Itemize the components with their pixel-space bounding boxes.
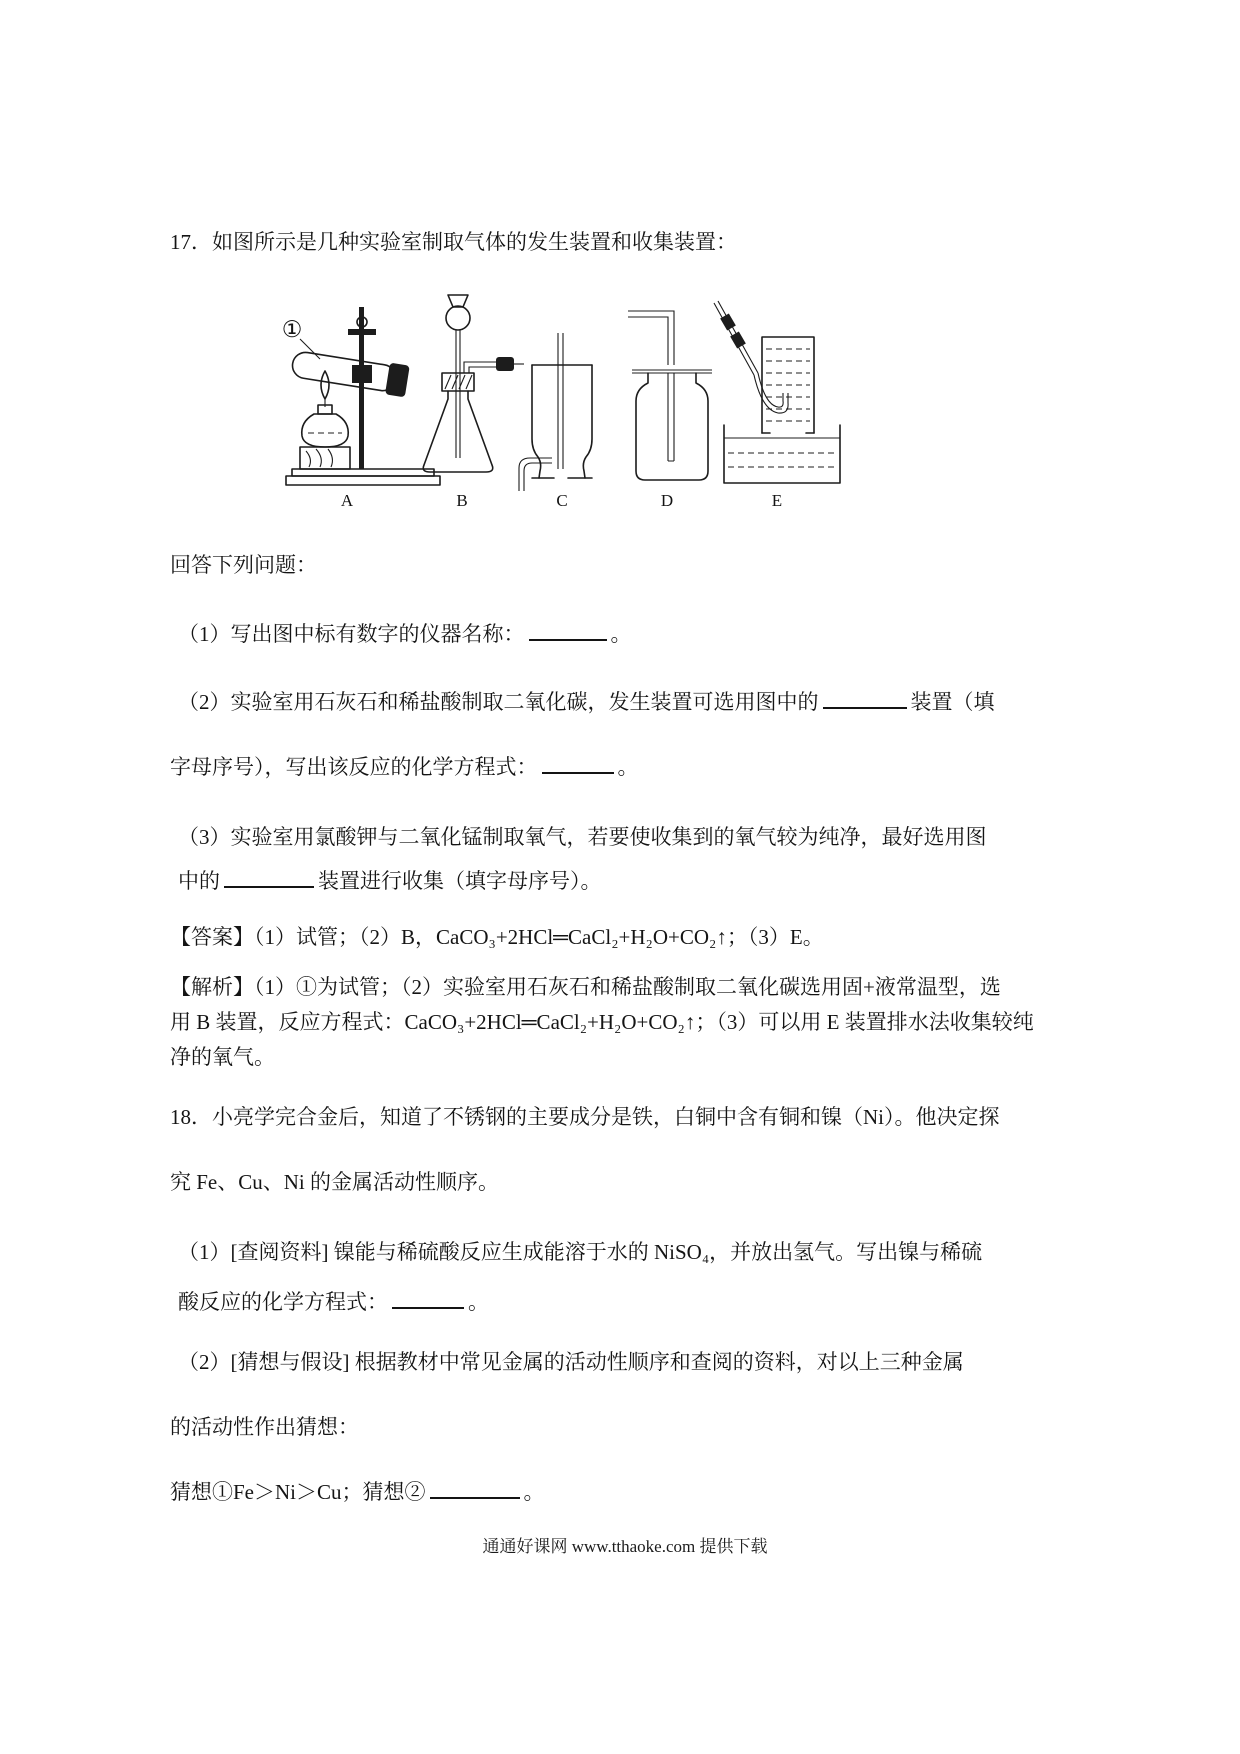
footer-text: 通通好课网 www.tthaoke.com 提供下载 <box>482 1537 768 1556</box>
question-18-part2-line2: 的活动性作出猜想： <box>170 1415 359 1439</box>
question-17-part3-line1: （3）实验室用氯酸钾与二氧化锰制取氧气，若要使收集到的氧气较为纯净，最好选用图 <box>178 825 987 849</box>
analysis-line2: 用 B 装置，反应方程式：CaCO₃+2HCl═CaCl₂+H₂O+CO₂↑；（3）可以用 E 装置排水法收集较纯 <box>170 1010 1034 1034</box>
question-18-part2 <box>170 1330 1080 1460</box>
question-18-part1 <box>170 1227 1080 1327</box>
apparatus-b-flask-thistle-funnel <box>423 295 524 472</box>
answer-blank <box>823 686 907 709</box>
question-17-part3 <box>170 815 1080 903</box>
question-17-title <box>170 210 1080 275</box>
question-17-part3-line2: 中的 装置进行收集（填字母序号）。 <box>170 859 1080 903</box>
apparatus-figure-svg <box>262 275 882 515</box>
question-18-intro <box>170 1085 1080 1215</box>
question-17-part2-line1: （2）实验室用石灰石和稀盐酸制取二氧化碳，发生装置可选用图中的 装置（填 <box>170 670 1080 735</box>
answer-blank <box>529 618 607 641</box>
answer-blank <box>542 751 614 774</box>
device-label-d: D <box>660 491 674 510</box>
device-label-a: A <box>340 491 354 510</box>
question-18-part1-line1: （1）[查阅资料] 镍能与稀硫酸反应生成能溶于水的 NiSO₄，并放出氢气。写出镍与稀硫 <box>178 1240 983 1264</box>
question-17-title-text: 17．如图所示是几种实验室制取气体的发生装置和收集装置： <box>170 230 737 254</box>
answer-blank <box>392 1286 464 1309</box>
answer-blank <box>430 1476 520 1499</box>
apparatus-e-water-displacement <box>714 301 840 483</box>
question-18-part2-line1: （2）[猜想与假设] 根据教材中常见金属的活动性顺序和查阅的资料，对以上三种金属 <box>178 1350 964 1374</box>
device-label-e: E <box>771 491 783 510</box>
question-18-part1-line2: 酸反应的化学方程式： 。 <box>170 1277 1080 1327</box>
analysis-block <box>170 970 1080 1075</box>
callout-1-label: ① <box>281 317 303 342</box>
answer-line: 【答案】（1）试管；（2）B，CaCO₃+2HCl═CaCl₂+H₂O+CO₂↑；（3）E。 <box>170 925 824 949</box>
question-17-prompt: 回答下列问题： <box>170 553 317 577</box>
answer-blank <box>224 865 314 888</box>
device-label-c: C <box>556 491 568 510</box>
question-17-part2 <box>170 670 1080 800</box>
apparatus-a-heated-test-tube <box>282 307 440 485</box>
footer <box>170 1532 1080 1562</box>
question-18-intro-line1: 18．小亮学完合金后，知道了不锈钢的主要成分是铁，白铜中含有铜和镍（Ni）。他决定探 <box>170 1105 1000 1129</box>
question-18-intro-line2: 究 Fe、Cu、Ni 的金属活动性顺序。 <box>170 1170 500 1194</box>
question-18-guess-line: 猜想①Fe＞Ni＞Cu；猜想② 。 <box>170 1460 1080 1525</box>
analysis-line3: 净的氧气。 <box>170 1045 275 1069</box>
analysis-line1: 【解析】（1）①为试管；（2）实验室用石灰石和稀盐酸制取二氧化碳选用固+液常温型，选 <box>170 975 1001 999</box>
apparatus-d-gas-bottle-bent-tube <box>628 311 712 480</box>
question-17-part1: （1）写出图中标有数字的仪器名称： 。 <box>170 602 1080 667</box>
apparatus-figure <box>262 275 1080 515</box>
question-17-part2-line2: 字母序号），写出该反应的化学方程式： 。 <box>170 735 1080 800</box>
device-label-b: B <box>456 491 468 510</box>
apparatus-c-gas-collecting-bottle <box>519 333 592 491</box>
